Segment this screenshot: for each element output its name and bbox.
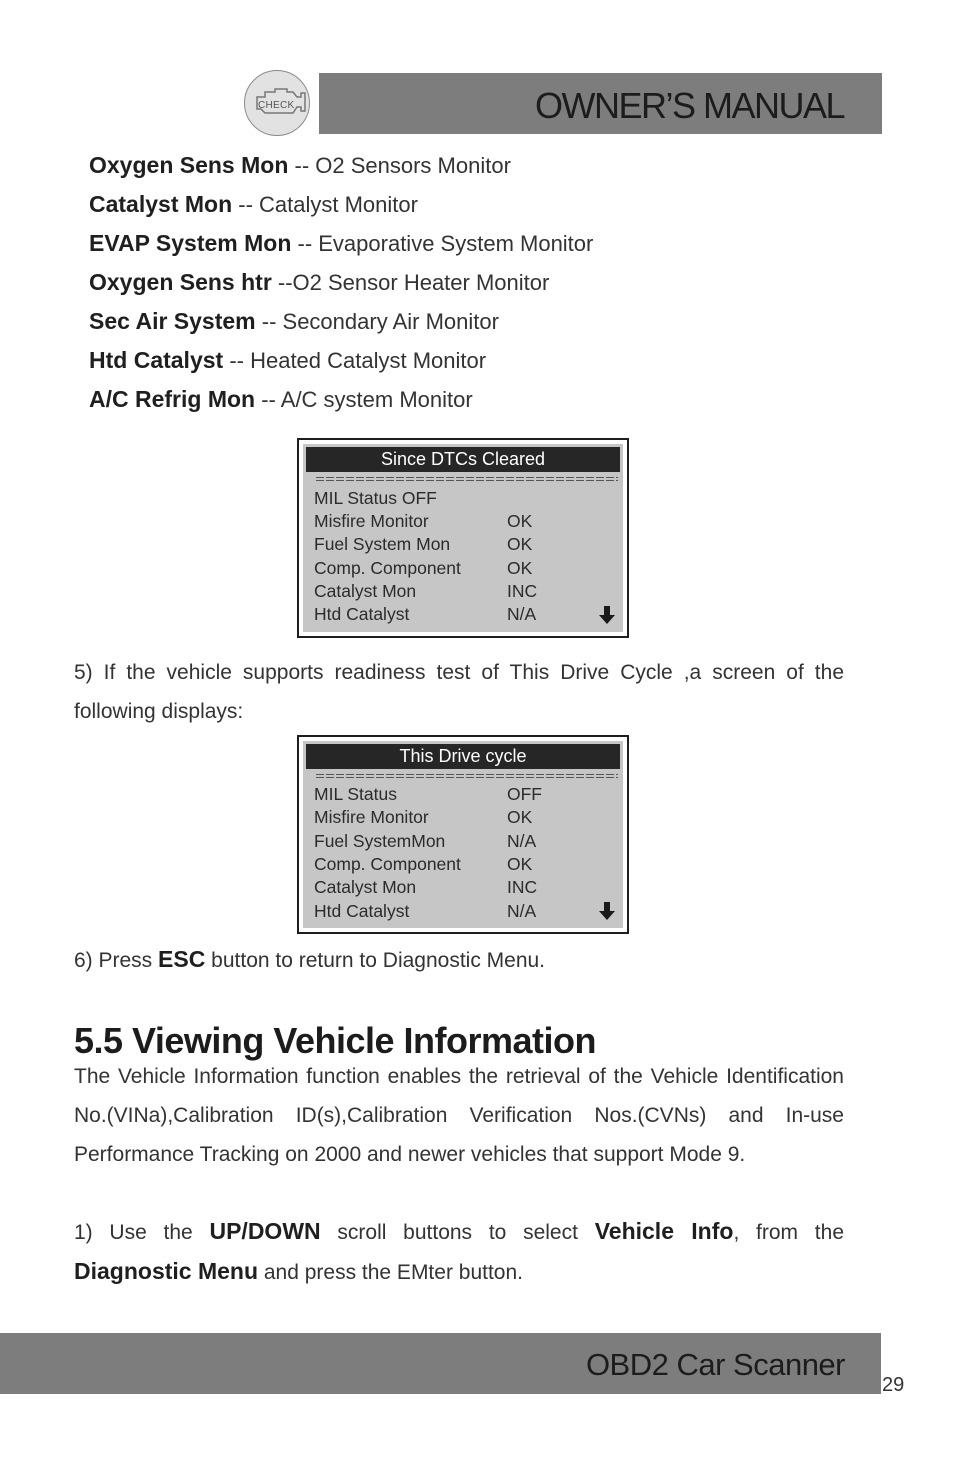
lcd-row [314,604,537,627]
page-number: 29 [882,1374,905,1396]
definition-item [89,191,593,230]
step-1-text: 1) Use the [74,1221,210,1244]
lcd-row-label: MIL Status [314,784,397,804]
step-1-text: and press the EMter button. [258,1261,523,1284]
step-6-text [74,940,844,980]
lcd-row-value: N/A [507,604,537,624]
definition-item [89,269,593,308]
definition-desc: -- Heated Catalyst Monitor [223,348,487,373]
definition-desc: -- Catalyst Monitor [232,192,418,217]
lcd-row-label: Fuel SystemMon [314,831,446,851]
lcd-row-value: OK [507,511,533,531]
definition-desc: -- A/C system Monitor [255,387,473,412]
footer-title: OBD2 Car Scanner [585,1347,845,1382]
definition-term: Sec Air System [89,308,256,334]
lcd-row-value: OK [507,534,533,554]
lcd-row [314,488,437,511]
step-6-post: button to return to Diagnostic Menu. [205,949,546,972]
lcd-row-label: MIL Status OFF [314,488,437,508]
lcd-row-value: INC [507,877,538,897]
lcd-row-label: Htd Catalyst [314,604,410,624]
lcd-row [314,877,538,900]
definition-item [89,308,593,347]
definition-item [89,230,593,269]
lcd-row [314,901,537,924]
definition-term: Catalyst Mon [89,191,233,217]
lcd-row [314,807,533,830]
lcd-row-label: Comp. Component [314,558,461,578]
lcd-screen-this-drive-cycle [297,735,629,934]
vehicle-info-label: Vehicle Info [594,1218,734,1244]
logo-text: CHECK [258,100,295,111]
section-intro: The Vehicle Information function enables the retrieval of the Vehicle Identification No.(VINa),Calibration ID(s),Calibration Verification Nos.(CVNs) and In-use Performance Tracking on 2000 and newer vehicles that support Mode 9. [74,1065,844,1166]
lcd-row [314,784,542,807]
lcd-row-value: OFF [507,784,542,804]
lcd-row-label: Catalyst Mon [314,581,417,601]
lcd-title: This Drive cycle [306,744,620,769]
lcd-row [314,558,533,581]
lcd-row-label: Htd Catalyst [314,901,410,921]
definition-term: EVAP System Mon [89,230,292,256]
lcd-row [314,831,537,854]
lcd-row-label: Comp. Component [314,854,461,874]
lcd-row-label: Misfire Monitor [314,807,429,827]
check-engine-logo [244,70,310,136]
manual-title: OWNER’S MANUAL [534,85,844,126]
lcd-screen-since-dtcs-cleared [297,438,629,638]
step-1-text: , from the [733,1221,844,1244]
esc-key-label: ESC [158,946,206,972]
lcd-row-value: INC [507,581,538,601]
lcd-row [314,511,533,534]
section-heading: 5.5 Viewing Vehicle Information [74,1020,596,1061]
lcd-row-label: Catalyst Mon [314,877,417,897]
definition-term: Htd Catalyst [89,347,224,373]
lcd-row [314,534,533,557]
lcd-row-label: Fuel System Mon [314,534,451,554]
lcd-title: Since DTCs Cleared [306,447,620,472]
section-step-1 [74,1212,844,1292]
up-down-label: UP/DOWN [209,1218,321,1244]
header-bar [319,73,882,134]
lcd-row-label: Misfire Monitor [314,511,429,531]
definition-item [89,152,593,191]
definition-term: Oxygen Sens Mon [89,152,289,178]
scroll-down-arrow-icon [599,606,615,624]
definition-desc: -- Secondary Air Monitor [255,309,499,334]
step-5-text: 5) If the vehicle supports readiness test of This Drive Cycle ,a screen of the following displays: [74,661,844,723]
lcd-row-value: N/A [507,831,537,851]
definition-term: A/C Refrig Mon [89,386,256,412]
definition-item [89,347,593,386]
lcd-row-value: OK [507,807,533,827]
step-6-pre: 6) Press [74,949,159,972]
definition-item [89,386,593,425]
lcd-row-value: OK [507,854,533,874]
lcd-display [303,741,623,928]
monitor-definitions [89,152,593,425]
lcd-row [314,854,533,877]
lcd-display [303,444,623,632]
lcd-row-value: N/A [507,901,537,921]
footer-bar [0,1333,881,1394]
diagnostic-menu-label: Diagnostic Menu [74,1258,259,1284]
definition-term: Oxygen Sens htr [89,269,272,295]
definition-desc: -- O2 Sensors Monitor [288,153,511,178]
lcd-row-value: OK [507,558,533,578]
lcd-divider [316,774,618,780]
scroll-down-arrow-icon [599,902,615,920]
lcd-divider [316,477,618,483]
step-1-text: scroll buttons to select [320,1221,595,1244]
definition-desc: -- Evaporative System Monitor [291,231,594,256]
lcd-row [314,581,538,604]
definition-desc: --O2 Sensor Heater Monitor [271,270,550,295]
